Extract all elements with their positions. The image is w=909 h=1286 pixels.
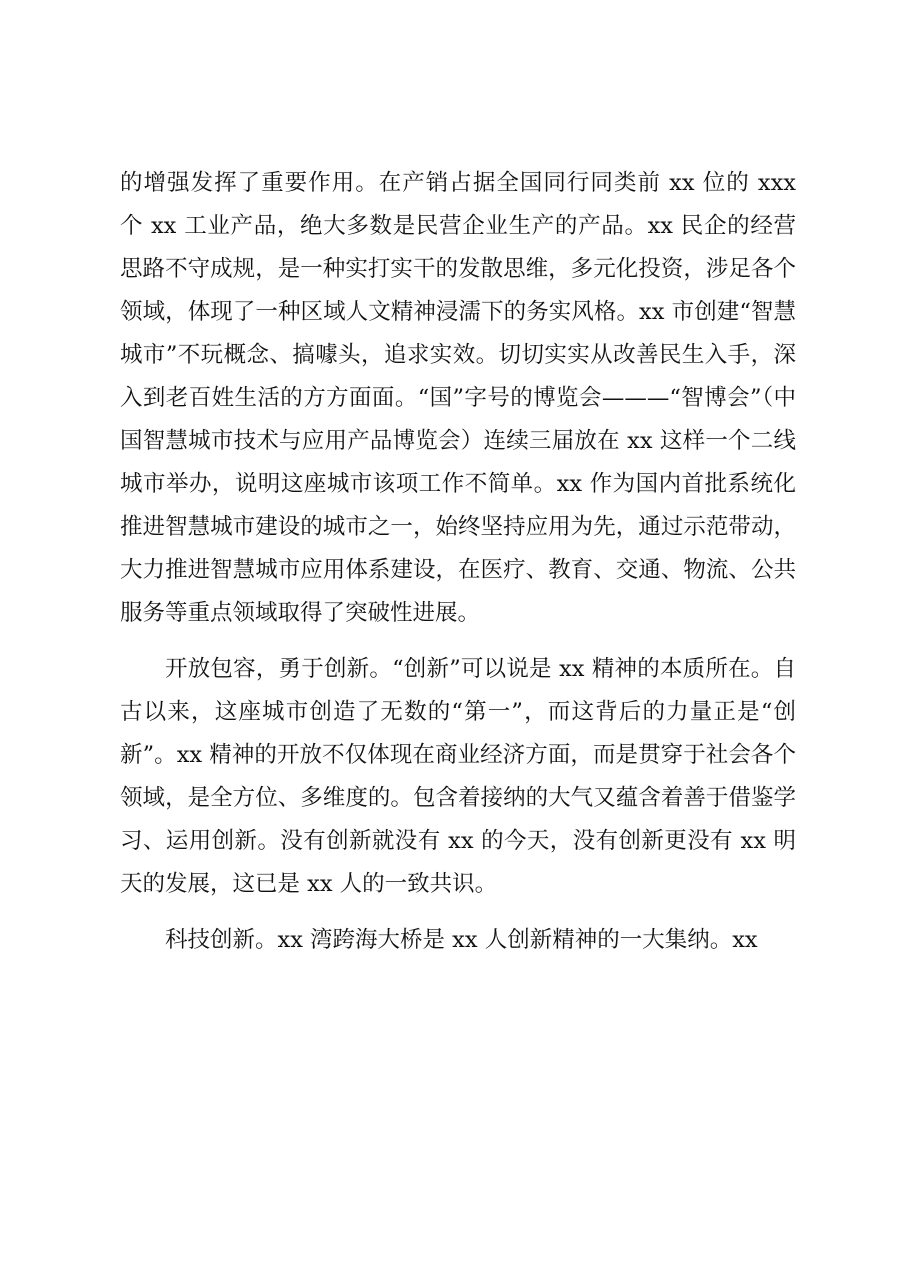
paragraph-2: 开放包容，勇于创新。“创新”可以说是 xx 精神的本质所在。自古以来，这座城市创造了无数的“第一”，而这背后的力量正是“创新”。xx 精神的开放不仅体现在商业经济方面，而是贯穿于社会各个领域，是全方位、多维度的。包含着接纳的大气又蕴含着善于借鉴学习、运用创新。没有创新就没有 xx 的今天，没有创新更没有 xx 明天的发展，这已是 xx 人的一致共识。 xyxy=(120,656,796,897)
paragraph-1: 的增强发挥了重要作用。在产销占据全国同行同类前 xx 位的 xxx 个 xx 工业产品，绝大多数是民营企业生产的产品。xx 民企的经营思路不守成规，是一种实打实干的发散思维，多元化投资，涉足各个领域，体现了一种区域人文精神浸濡下的务实风格。xx 市创建“智慧城市”不玩概念、搞噱头，追求实效。切切实实从改善民生入手，深入到老百姓生活的方方面面。“国”字号的博览会———“智博会”（中国智慧城市技术与应用产品博览会）连续三届放在 xx 这样一个二线城市举办，说明这座城市该项工作不简单。xx 作为国内首批系统化推进智慧城市建设的城市之一，始终坚持应用为先，通过示范带动，大力推进智慧城市应用体系建设，在医疗、教育、交通、物流、公共服务等重点领域取得了突破性进展。 xyxy=(120,170,796,626)
paragraph-3: 科技创新。xx 湾跨海大桥是 xx 人创新精神的一大集纳。xx xyxy=(165,927,758,953)
document-body xyxy=(120,162,796,962)
